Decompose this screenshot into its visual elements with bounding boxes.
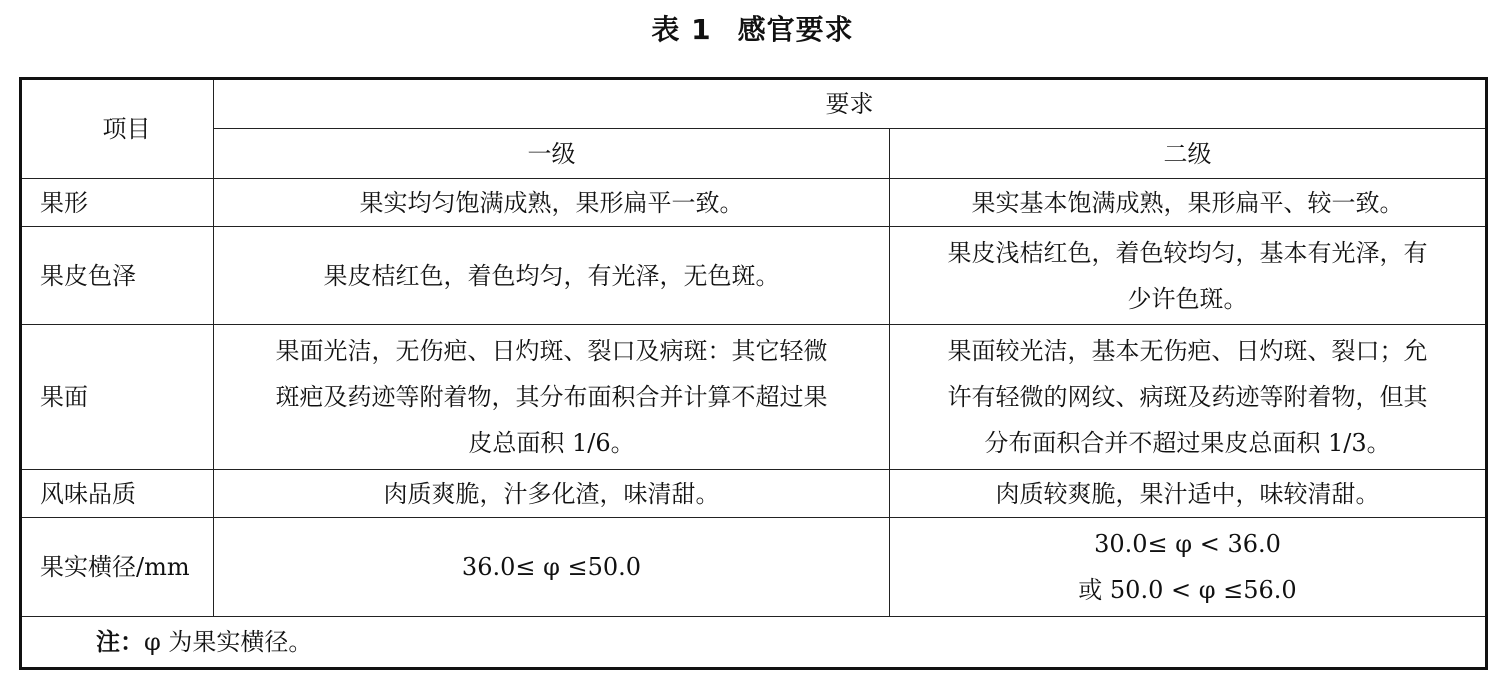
row-grade2	[890, 518, 1487, 617]
cell-line: 果皮桔红色，着色均匀，有光泽，无色斑。	[323, 261, 780, 290]
cell-line: 30.0≤ φ < 36.0	[1094, 530, 1281, 558]
row-grade2	[890, 325, 1487, 470]
header-grade1: 一级	[214, 129, 890, 179]
table-row	[21, 227, 1487, 325]
row-grade2	[890, 227, 1487, 325]
cell-line: 分布面积合并不超过果皮总面积 1/3。	[984, 429, 1391, 457]
cell-line: 少许色斑。	[1127, 284, 1248, 313]
header-requirement: 要求	[214, 79, 1487, 129]
cell-line: 果面较光洁，基本无伤疤、日灼斑、裂口；允	[947, 337, 1428, 365]
cell-line: 斑疤及药迹等附着物，其分布面积合并计算不超过果	[275, 383, 828, 411]
header-subrow	[21, 129, 1487, 179]
row-grade1	[214, 470, 890, 518]
table-note	[21, 617, 1487, 669]
table-number: 表 1	[651, 13, 712, 46]
row-grade2	[890, 470, 1487, 518]
cell-line: 肉质较爽脆，果汁适中，味较清甜。	[995, 479, 1380, 508]
row-item: 果实横径/mm	[21, 518, 214, 617]
cell-line: 许有轻微的网纹、病斑及药迹等附着物，但其	[947, 383, 1428, 411]
header-grade2: 二级	[890, 129, 1487, 179]
cell-line: 果面光洁，无伤疤、日灼斑、裂口及病斑：其它轻微	[275, 337, 828, 365]
row-grade1	[214, 179, 890, 227]
cell-line: 36.0≤ φ ≤50.0	[461, 553, 642, 581]
cell-line: 皮总面积 1/6。	[468, 429, 635, 457]
cell-line: 果实基本饱满成熟，果形扁平、较一致。	[971, 188, 1404, 217]
table-row	[21, 179, 1487, 227]
row-grade1	[214, 227, 890, 325]
sensory-requirements-table	[19, 77, 1488, 670]
cell-line: 或 50.0 < φ ≤56.0	[1078, 576, 1297, 604]
note-label: 注：	[96, 628, 144, 656]
row-item: 果皮色泽	[21, 227, 214, 325]
row-item: 风味品质	[21, 470, 214, 518]
cell-line: 果皮浅桔红色，着色较均匀，基本有光泽，有	[947, 238, 1428, 267]
table-title	[0, 10, 1505, 50]
header-row	[21, 79, 1487, 129]
table-caption: 感官要求	[737, 13, 854, 46]
cell-line: 肉质爽脆，汁多化渣，味清甜。	[383, 479, 720, 508]
row-item: 果面	[21, 325, 214, 470]
table-row	[21, 470, 1487, 518]
cell-line: 果实均匀饱满成熟，果形扁平一致。	[359, 188, 744, 217]
row-grade1	[214, 325, 890, 470]
table-row	[21, 325, 1487, 470]
row-item: 果形	[21, 179, 214, 227]
note-text: φ 为果实横径。	[144, 628, 313, 656]
row-grade1	[214, 518, 890, 617]
header-item: 项目	[21, 79, 214, 179]
note-row	[21, 617, 1487, 669]
table-row	[21, 518, 1487, 617]
row-grade2	[890, 179, 1487, 227]
